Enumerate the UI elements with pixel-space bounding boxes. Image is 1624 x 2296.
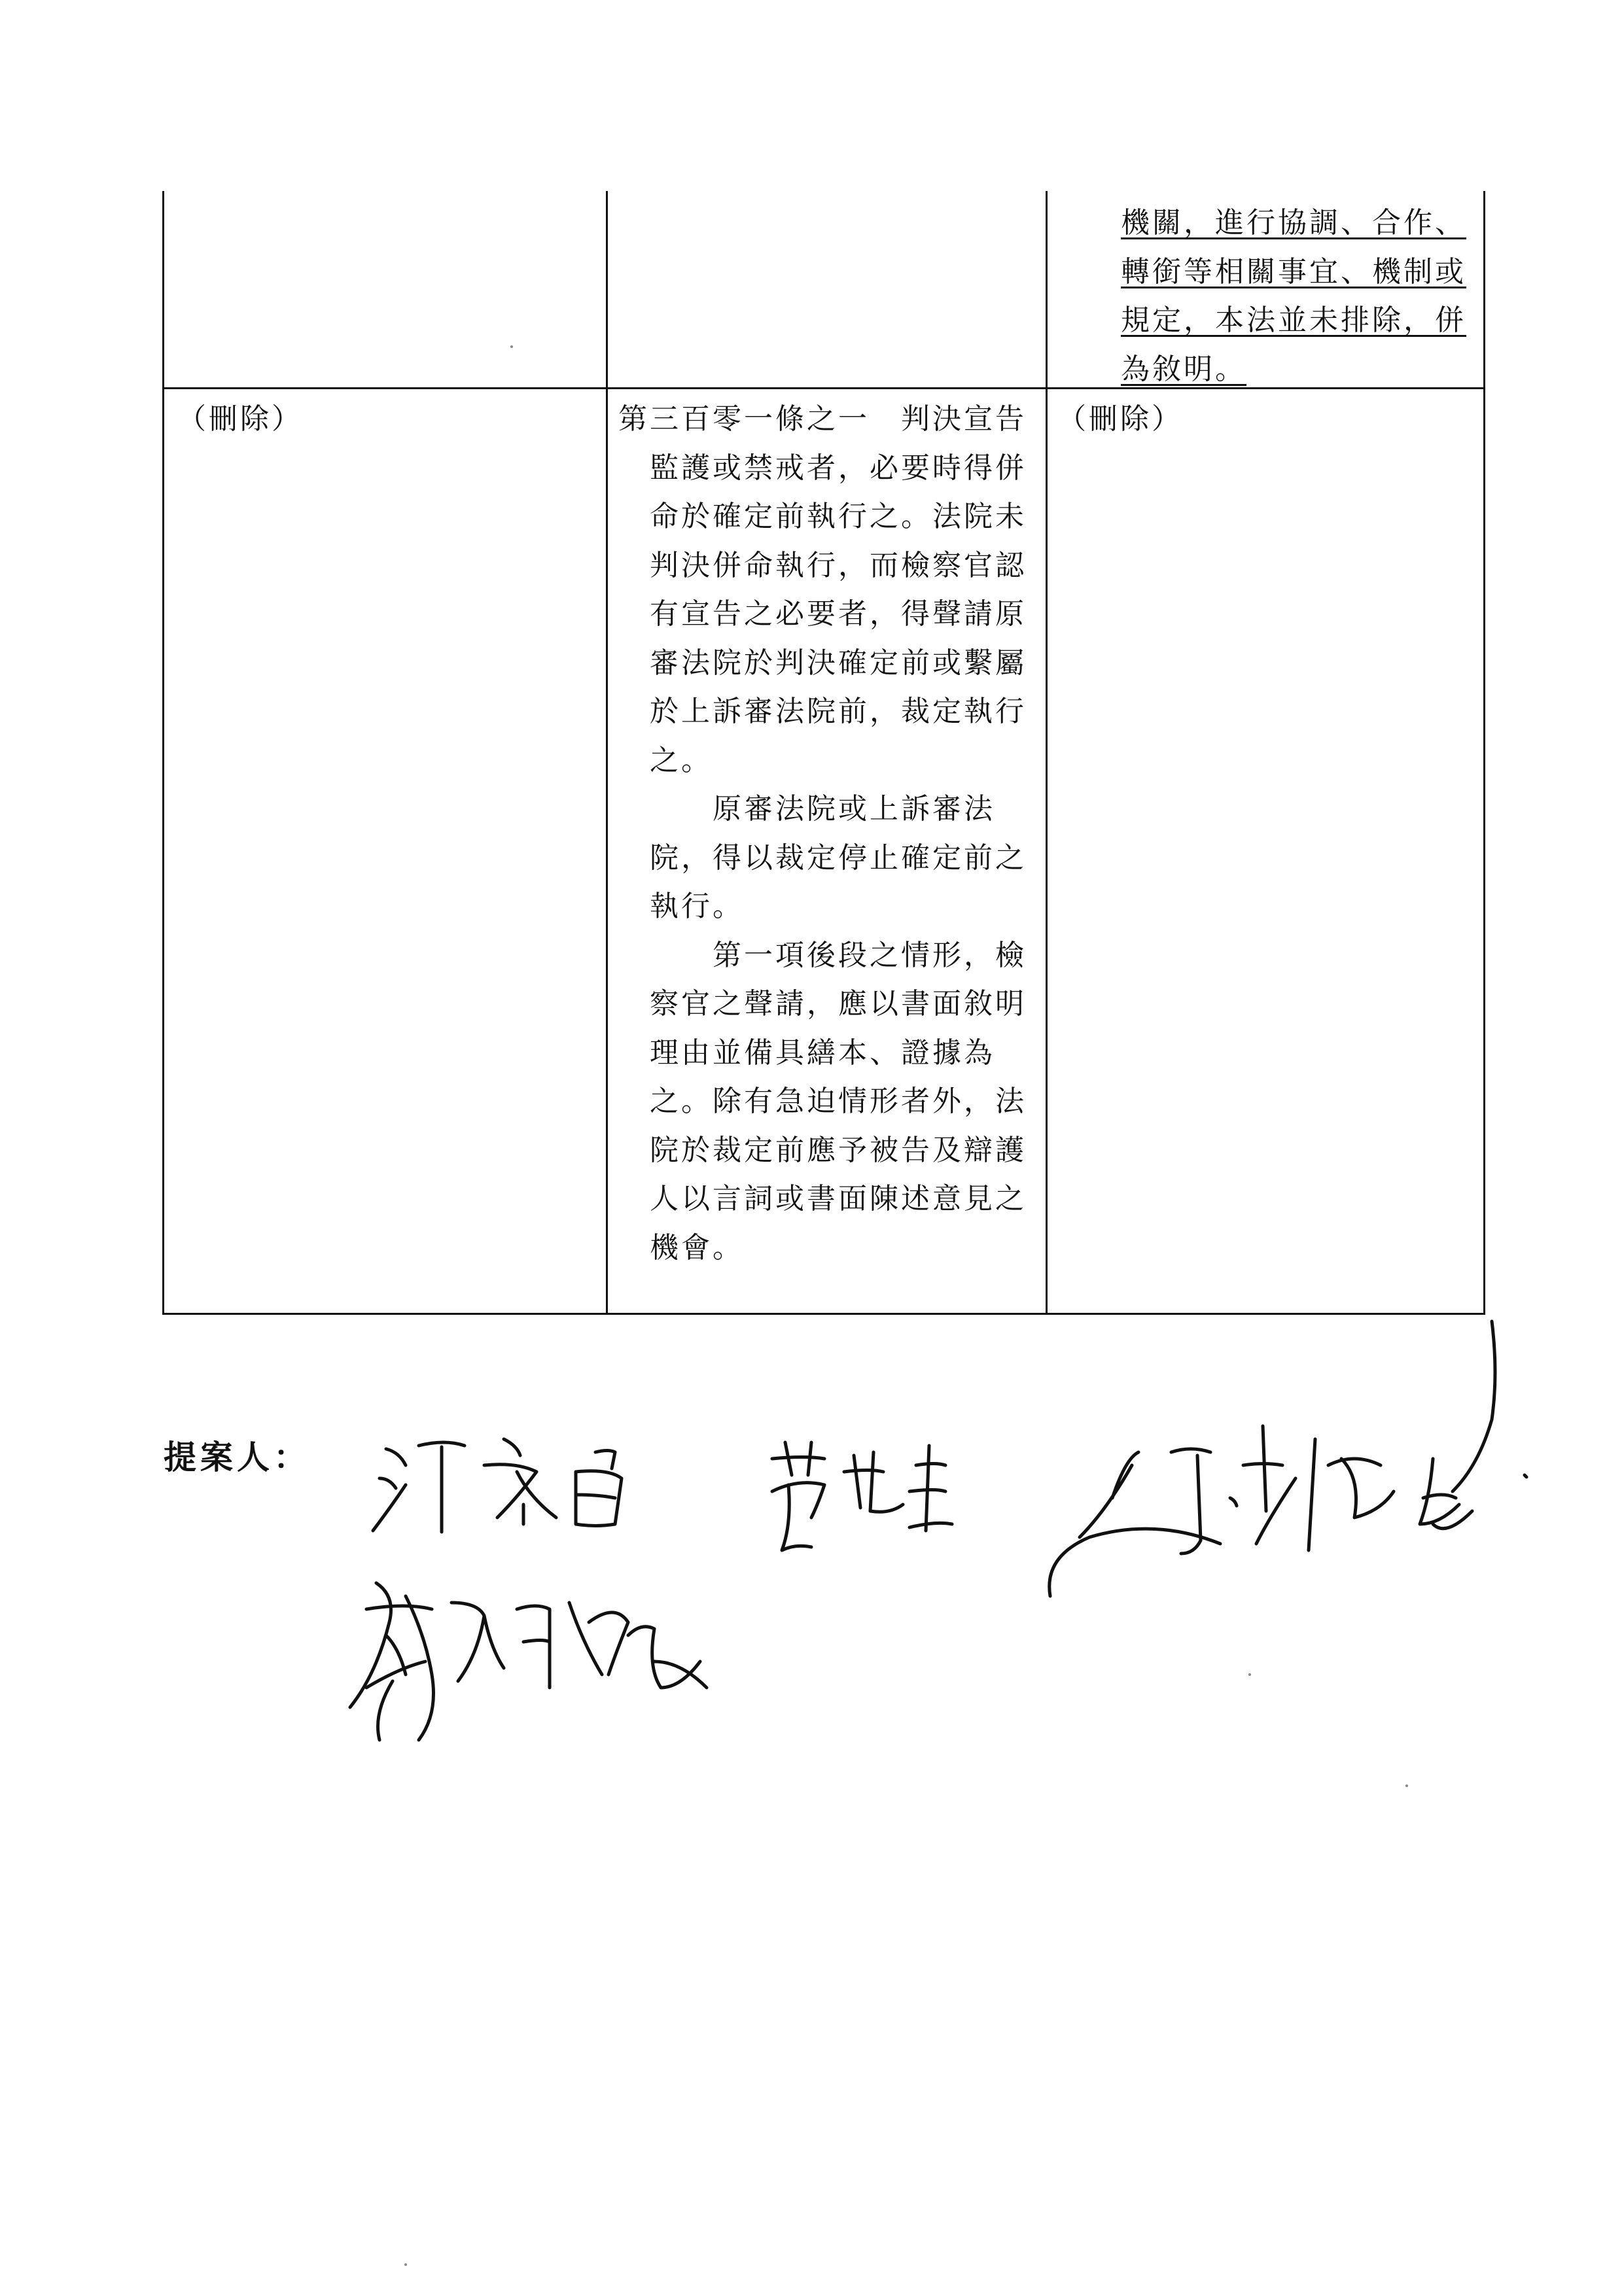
text-line: 有宣告之必要者，得聲請原 [618, 597, 1027, 631]
text-line: 監護或禁戒者，必要時得併 [618, 451, 1027, 485]
text-line: 原審法院或上訴審法 [618, 792, 995, 826]
deleted-label: （刪除） [177, 402, 303, 436]
text-line: 為敘明。 [1121, 352, 1246, 386]
deleted-label: （刪除） [1057, 402, 1183, 436]
text-line: 轉銜等相關事宜、機制或 [1121, 254, 1466, 288]
text-line: 理由並備具繕本、證據為 [618, 1035, 995, 1070]
proposer-label: 提案人： [164, 1438, 310, 1476]
text-line: 第三百零一條之一 判決宣告 [618, 402, 1027, 436]
text-line: 機關，進行協調、合作、 [1121, 206, 1466, 239]
text-line: 院，得以裁定停止確定前之 [618, 841, 1027, 875]
text-line: 規定，本法並未排除，併 [1121, 304, 1466, 337]
text-line: 於上訴審法院前，裁定執行 [618, 695, 1027, 728]
text-line: 第一項後段之情形，檢 [618, 938, 1027, 972]
text-line: 之。 [618, 743, 713, 777]
text-line: 之。除有急迫情形者外，法 [618, 1085, 1027, 1118]
text-line: 命於確定前執行之。法院未 [618, 500, 1027, 533]
text-line: 機會。 [618, 1230, 744, 1264]
text-line: 判決併命執行，而檢察官認 [618, 548, 1027, 582]
text-line: 院於裁定前應予被告及辯護 [618, 1133, 1027, 1167]
text-line: 人以言詞或書面陳述意見之 [618, 1182, 1027, 1215]
text-line: 執行。 [618, 890, 744, 923]
text-line: 審法院於判決確定前或繫屬 [618, 646, 1027, 680]
text-line: 察官之聲請，應以書面敘明 [618, 987, 1027, 1020]
